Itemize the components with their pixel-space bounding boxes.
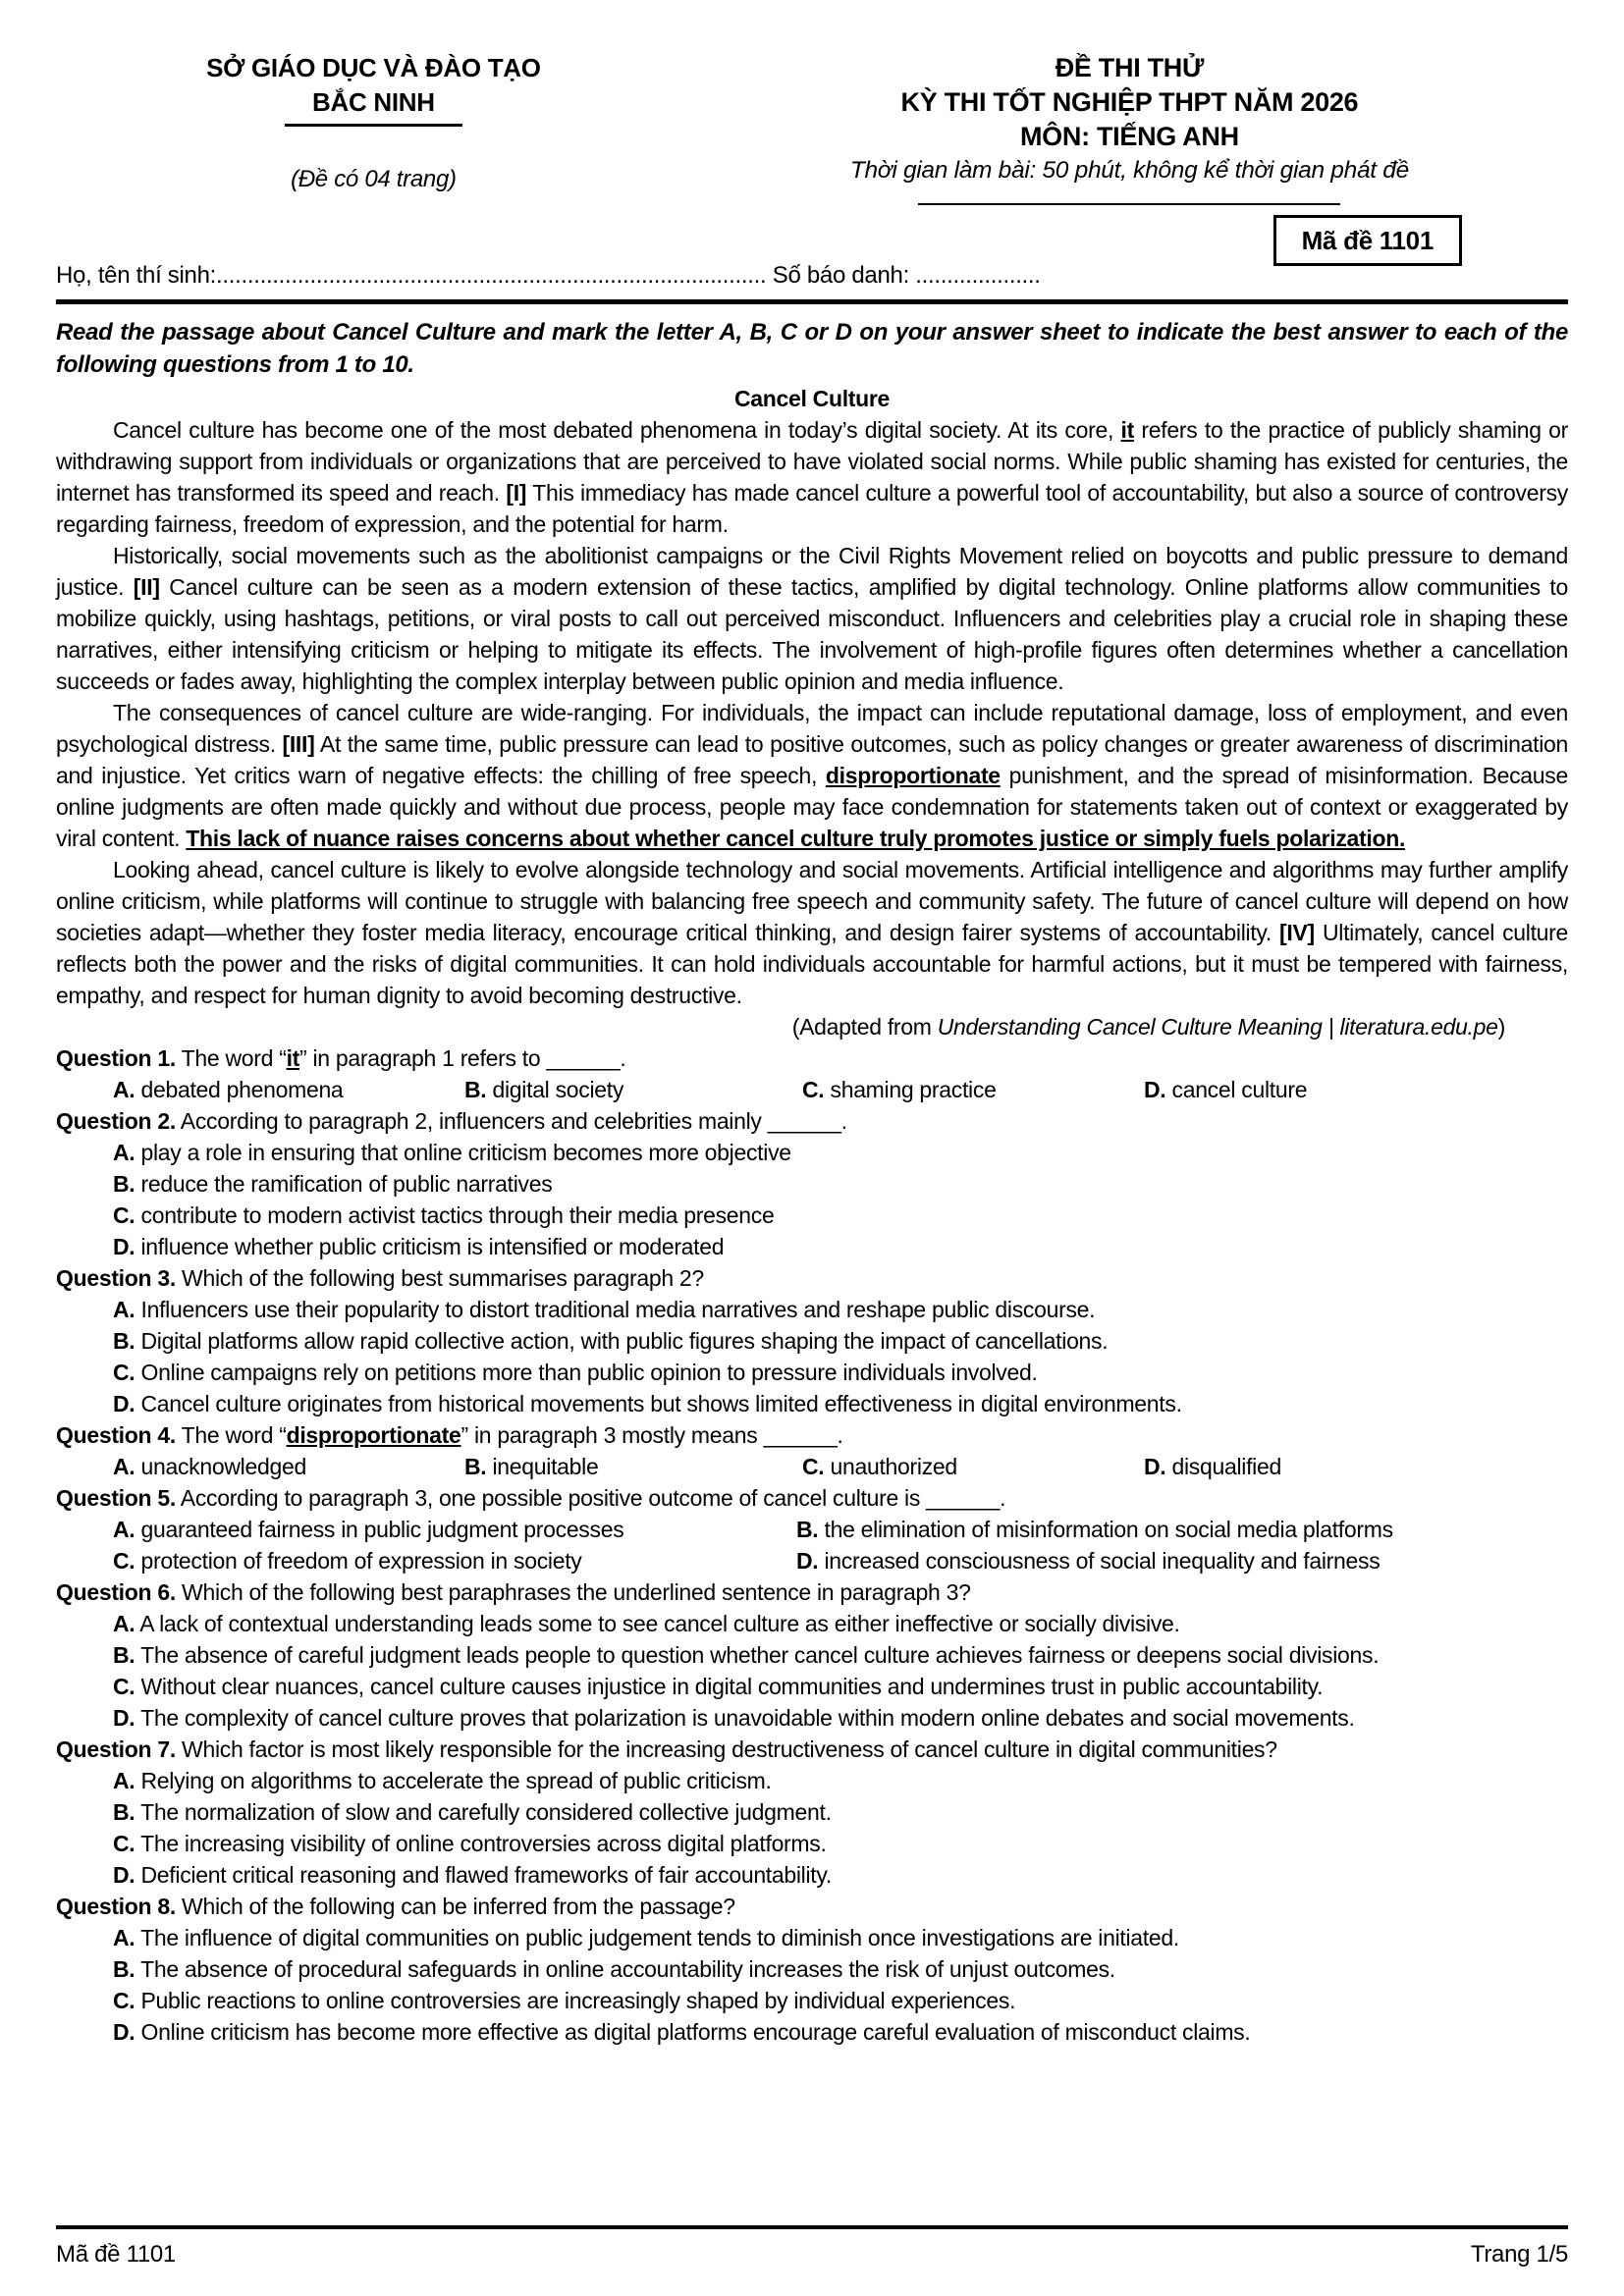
question-5-option-a: A. guaranteed fairness in public judgment processes	[113, 1517, 624, 1542]
question-8-label: Question 8.	[56, 1894, 176, 1919]
passage-paragraph-2: Historically, social movements such as the abolitionist campaigns or the Civil Rights Movement relied on boycotts and public pressure to demand justice. [II] Cancel culture can be seen as a modern extension of these tactics, amplified by digital technology. Online platforms allow communities to mobilize quickly, using hashtags, petitions, or viral posts to call out perceived misconduct. Influencers and celebrities play a crucial role in shaping these narratives, either intensifying criticism or helping to mitigate its effects. The involvement of high-profile figures often determines whether a cancellation succeeds or fades away, highlighting the complex interplay between public opinion and media influence.	[56, 543, 1569, 694]
province-name: BẮC NINH	[285, 86, 462, 127]
question-4	[56, 1419, 1568, 1482]
question-8-option-d: D. Online criticism has become more effective as digital platforms encourage careful evaluation of misconduct claims.	[113, 2019, 1251, 2045]
section-instructions: Read the passage about Cancel Culture and mark the letter A, B, C or D on your answer sheet to indicate the best answer to each of the following questions from 1 to 10.	[56, 319, 1568, 378]
question-4-options	[56, 1451, 1568, 1482]
question-1	[56, 1042, 1568, 1105]
question-1-label: Question 1.	[56, 1045, 176, 1071]
question-1-option-a: A. debated phenomena	[113, 1077, 344, 1102]
header-divider-line	[56, 299, 1568, 304]
header-right-block	[691, 51, 1568, 205]
question-7-option-d: D. Deficient critical reasoning and flawed frameworks of fair accountability.	[113, 1862, 832, 1888]
footer-page-number: Trang 1/5	[1470, 2241, 1568, 2268]
question-5-stem: According to paragraph 3, one possible positive outcome of cancel culture is ______.	[180, 1485, 1006, 1511]
question-5-text	[56, 1482, 1568, 1514]
issuing-authority: SỞ GIÁO DỤC VÀ ĐÀO TẠO	[206, 53, 541, 82]
question-5-option-d: D. increased consciousness of social inequality and fairness	[796, 1548, 1380, 1574]
question-3-option-a: A. Influencers use their popularity to distort traditional media narratives and reshape public discourse.	[113, 1297, 1096, 1322]
question-8-options	[56, 1922, 1568, 2048]
passage-paragraph-4: Looking ahead, cancel culture is likely to evolve alongside technology and social movements. Artificial intelligence and algorithms may further amplify online criticism, while platforms will continue to struggle with balancing free speech and community safety. The future of cancel culture will depend on how societies adapt—whether they foster media literacy, encourage critical thinking, and design fairer systems of accountability. [IV] Ultimately, cancel culture reflects both the power and the risks of digital communities. It can hold individuals accountable for harmful actions, but it must be tempered with fairness, empathy, and respect for human dignity to avoid becoming destructive.	[56, 857, 1568, 1008]
question-6-label: Question 6.	[56, 1579, 176, 1605]
question-7-option-c: C. The increasing visibility of online controversies across digital platforms.	[113, 1831, 827, 1856]
question-3-stem: Which of the following best summarises paragraph 2?	[182, 1265, 704, 1291]
province-name-wrap	[56, 86, 691, 127]
question-8	[56, 1891, 1568, 2048]
question-7-option-b: B. The normalization of slow and carefully considered collective judgment.	[113, 1799, 832, 1825]
question-2-option-d: D. influence whether public criticism is intensified or moderated	[113, 1234, 725, 1259]
question-6-option-d: D. The complexity of cancel culture proves that polarization is unavoidable within modern online debates and social movements.	[113, 1705, 1355, 1731]
question-1-text	[56, 1042, 1568, 1074]
question-3-text	[56, 1262, 1568, 1294]
page-footer	[56, 2225, 1568, 2270]
header-left-block	[56, 51, 691, 195]
passage-paragraph-1: Cancel culture has become one of the most debated phenomena in today’s digital society. At its core, it refers to the practice of publicly shaming or withdrawing support from individuals or organizations that are perceived to have violated social norms. While public shaming has existed for centuries, the internet has transformed its speed and reach. [I] This immediacy has made cancel culture a powerful tool of accountability, but also a source of controversy regarding fairness, freedom of expression, and the potential for harm.	[56, 417, 1568, 537]
question-6-options	[56, 1608, 1568, 1734]
question-3	[56, 1262, 1568, 1419]
question-5-option-c: C. protection of freedom of expression in society	[113, 1548, 582, 1574]
question-6-option-c: C. Without clear nuances, cancel culture causes injustice in digital communities and undermines trust in public accountability.	[113, 1674, 1324, 1699]
question-2	[56, 1105, 1568, 1262]
question-3-option-d: D. Cancel culture originates from historical movements but shows limited effectiveness in digital environments.	[113, 1391, 1182, 1416]
question-3-option-c: C. Online campaigns rely on petitions more than public opinion to pressure individuals involved.	[113, 1360, 1038, 1385]
question-8-option-b: B. The absence of procedural safeguards in online accountability increases the risk of unjust outcomes.	[113, 1956, 1115, 1982]
question-6	[56, 1576, 1568, 1734]
question-4-option-c: C. unauthorized	[802, 1454, 957, 1479]
question-8-option-c: C. Public reactions to online controversies are increasingly shaped by individual experiences.	[113, 1988, 1016, 2013]
question-2-stem: According to paragraph 2, influencers and celebrities mainly ______.	[180, 1108, 847, 1134]
question-4-text	[56, 1419, 1568, 1451]
question-3-option-b: B. Digital platforms allow rapid collective action, with public figures shaping the impact of cancellations.	[113, 1328, 1109, 1354]
question-4-stem: The word “disproportionate” in paragraph 3 mostly means ______.	[181, 1422, 843, 1448]
question-6-stem: Which of the following best paraphrases the underlined sentence in paragraph 3?	[182, 1579, 971, 1605]
question-7-text	[56, 1734, 1568, 1765]
question-2-option-a: A. play a role in ensuring that online criticism becomes more objective	[113, 1140, 791, 1165]
question-1-stem: The word “it” in paragraph 1 refers to ______.	[181, 1045, 626, 1071]
question-4-label: Question 4.	[56, 1422, 176, 1448]
question-2-options	[56, 1137, 1568, 1262]
question-4-option-d: D. disqualified	[1144, 1454, 1281, 1479]
question-5-label: Question 5.	[56, 1485, 176, 1511]
passage-title: Cancel Culture	[733, 386, 891, 411]
exam-session-title: KỲ THI TỐT NGHIỆP THPT NĂM 2026	[900, 87, 1359, 117]
exam-code-box: Mã đề 1101	[1273, 215, 1462, 266]
question-8-stem: Which of the following can be inferred from the passage?	[182, 1894, 735, 1919]
question-3-label: Question 3.	[56, 1265, 176, 1291]
page-count-note: (Đề có 04 trang)	[291, 166, 457, 192]
question-1-option-c: C. shaming practice	[802, 1077, 997, 1102]
exam-type-title: ĐỀ THI THỬ	[1055, 53, 1205, 82]
question-1-option-b: B. digital society	[464, 1077, 624, 1102]
question-5	[56, 1482, 1568, 1576]
question-8-text	[56, 1891, 1568, 1922]
question-6-option-b: B. The absence of careful judgment leads people to question whether cancel culture achieves fairness or deepens social divisions.	[113, 1642, 1380, 1668]
question-7-stem: Which factor is most likely responsible for the increasing destructiveness of cancel culture in digital communities?	[182, 1736, 1277, 1762]
exam-header	[56, 51, 1568, 205]
question-7	[56, 1734, 1568, 1891]
question-2-option-c: C. contribute to modern activist tactics through their media presence	[113, 1202, 775, 1228]
question-7-options	[56, 1765, 1568, 1891]
question-2-option-b: B. reduce the ramification of public narratives	[113, 1171, 553, 1197]
candidate-name-line: Họ, tên thí sinh:........................................................................................ Số báo danh: ....................	[56, 262, 1041, 289]
question-8-option-a: A. The influence of digital communities on public judgement tends to diminish once investigations are initiated.	[113, 1925, 1179, 1950]
question-1-options	[56, 1074, 1568, 1105]
question-7-label: Question 7.	[56, 1736, 176, 1762]
question-4-option-a: A. unacknowledged	[113, 1454, 306, 1479]
question-2-text	[56, 1105, 1568, 1137]
question-3-options	[56, 1294, 1568, 1419]
header-signature-line	[918, 203, 1340, 205]
question-5-options	[56, 1514, 1568, 1576]
question-1-option-d: D. cancel culture	[1144, 1077, 1308, 1102]
exam-subject: MÔN: TIẾNG ANH	[1019, 122, 1239, 151]
footer-exam-code: Mã đề 1101	[56, 2241, 176, 2268]
question-2-label: Question 2.	[56, 1108, 176, 1134]
passage-paragraph-3: The consequences of cancel culture are wide-ranging. For individuals, the impact can include reputational damage, loss of employment, and even psychological distress. [III] At the same time, public pressure can lead to positive outcomes, such as policy changes or greater awareness of discrimination and injustice. Yet critics warn of negative effects: the chilling of free speech, disproportionate punishment, and the spread of misinformation. Because online judgments are often made quickly and without due process, people may face condemnation for statements taken out of context or exaggerated by viral content. This lack of nuance raises concerns about whether cancel culture truly promotes justice or simply fuels polarization.	[56, 700, 1568, 851]
passage-source-credit: (Adapted from Understanding Cancel Culture Meaning | literatura.edu.pe)	[791, 1014, 1505, 1040]
question-4-option-b: B. inequitable	[464, 1454, 599, 1479]
exam-duration-note: Thời gian làm bài: 50 phút, không kể thời gian phát đề	[849, 157, 1409, 184]
question-5-option-b: B. the elimination of misinformation on social media platforms	[796, 1517, 1393, 1542]
question-6-option-a: A. A lack of contextual understanding leads some to see cancel culture as either ineffective or socially divisive.	[113, 1611, 1180, 1636]
question-6-text	[56, 1576, 1568, 1608]
candidate-info-row	[56, 209, 1568, 295]
question-7-option-a: A. Relying on algorithms to accelerate the spread of public criticism.	[113, 1768, 772, 1793]
